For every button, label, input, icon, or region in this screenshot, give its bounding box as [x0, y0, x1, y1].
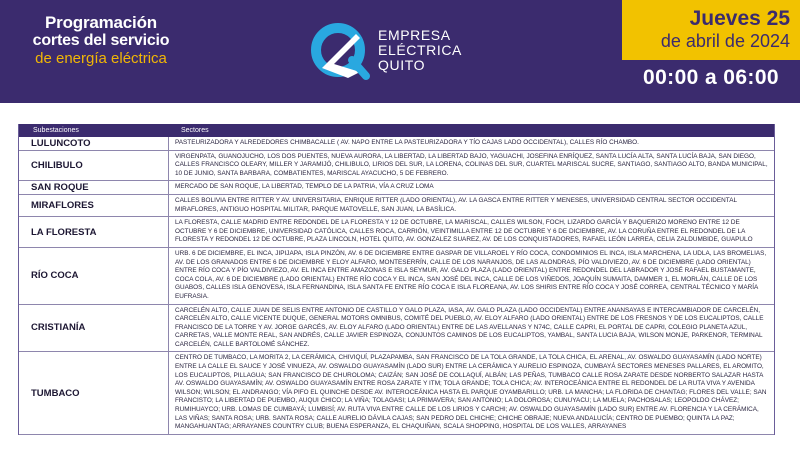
- eeq-logo-icon: [308, 20, 370, 82]
- station-name: LA FLORESTA: [19, 217, 169, 247]
- title-line-3: de energía eléctrica: [35, 50, 167, 67]
- station-name: RÍO COCA: [19, 248, 169, 304]
- table-row: [19, 305, 774, 353]
- title-line-2: cortes del servicio: [32, 32, 170, 49]
- station-name: MIRAFLORES: [19, 195, 169, 216]
- sector-list: PASTEURIZADORA Y ALREDEDORES CHIMBACALLE ( AV. NAPO ENTRE LA PASTEURIZADORA Y TÍO CAJAS LADO OCCIDENTAL), CALLES RÍO CHAMBO.: [175, 139, 639, 146]
- station-name: TUMBACO: [19, 352, 169, 433]
- brand-line-1: EMPRESA: [378, 27, 451, 43]
- column-header-substations: Subestaciones: [33, 127, 79, 134]
- station-name: LULUNCOTO: [19, 137, 169, 150]
- sector-list: URB. 6 DE DICIEMBRE, EL INCA, JIPIJAPA, ISLA PINZÓN, AV. 6 DE DICIEMBRE ENTRE GASPAR DE VILLAROEL Y RÍO COCA, CONDOMINIOS EL INCA, ISLA MARCHENA, LA UDLA, LAS BROMELIAS, AV. DE LOS GRANADOS ENTRE 6 DE DICIEMBRE Y ELOY ALFARO, MONTESERRÍN, CALLE DE LOS NARANJOS, DE LAS ALONDRAS, PÍO VALDIVIEZO, AV. 6 DE DICIEMBRE (LADO ORIENTAL) ENTRE RÍO COCA Y PÍO VALDIVIEZO, AV. EL INCA ENTRE AMAZONAS E ISLA SEYMUR, AV. GALO PLAZA (LADO ORIENTAL) ENTRE REDONDEL DEL LABRADOR Y JOSÉ RAFAEL BUSTAMANTE, COCA COLA, AV. 6 DE DICIEMBRE (LADO ORIENTAL) ENTRE RÍO COCA Y EL INCA, SAN JOSÉ DEL INCA, CALLE DE LOS VIÑEDOS, JOAQUÍN SUMAITA, DAMMER 1, EL MORLÁN, CALLE DE LOS GUABOS, CALLES ISLA GENOVESA, ISLA FERNANDINA, ISLA SANTA FE ENTRE RÍO COCA E ISLA FLOREANA, AV. LOS SHIRIS ENTRE RÍO COCA Y JOSÉ CORREA, CENTRAL TÉCNICO Y MARÍA EUFRASIA.: [175, 249, 767, 300]
- header-banner: [0, 0, 800, 103]
- sector-list: LA FLORESTA, CALLE MADRID ENTRE REDONDEL DE LA FLORESTA Y 12 DE OCTUBRE, LA MARISCAL, CALLES WILSON, FOCH, LIZARDO GARCÍA Y BAQUERIZO MORENO ENTRE 12 DE OCTUBRE Y 6 DE DICIEMBRE, UNIVERSIDAD CATÓLICA, CALLES ROCA, CARRIÓN, VEINTIMILLA ENTRE 12 DE OCTUBRE Y 6 DE DICIEMBRE, AV. LA CORUÑA ENTRE EL REDONDEL DE LA FLORESTA Y REDONDEL 12 DE OCTUBRE, PLAZA LINCOLN, HOTEL QUITO, AV. GONZALEZ SUAREZ, AV. DE LOS CONQUISTADORES, RAFAEL LEÓN LARREA, CELIA ZALDUMBIDE, GUAPULO: [175, 219, 753, 244]
- brand-name: [378, 28, 462, 73]
- sector-list: VIRGENPATA, GUANOJUCHO, LOS DOS PUENTES, NUEVA AURORA, LA LIBERTAD, LA LIBERTAD BAJO, YAGUACHI, JOSEFINA ENRÍQUEZ, SANTA LUCÍA ALTA, SANTA LUCÍA BAJA, SAN DIEGO, CALLES FRANCISCO OLEARY, MILLER Y JARAMIJÓ, CHILIBULO, LIRIOS DEL SUR, LA LORENA, COLINAS DEL SUR, CUARTEL MARISCAL SUCRE, SANTIAGO, SANTIAGO ALTO, BANDA MUNICIPAL, 10 DE JUNIO, SANTA BARBARA, COMBATIENTES, MARISCAL AYACUCHO, 5 DE FEBRERO.: [175, 152, 768, 177]
- station-name: CHILIBULO: [19, 151, 169, 181]
- date-month-year: de abril de 2024: [660, 31, 790, 51]
- table-row: [19, 137, 774, 151]
- time-range: 00:00 a 06:00: [643, 66, 779, 89]
- title-line-1: Programación: [45, 13, 157, 32]
- date-badge: [622, 0, 800, 60]
- sector-list: MERCADO DE SAN ROQUE, LA LIBERTAD, TEMPLO DE LA PATRIA, VÍA A CRUZ LOMA: [175, 183, 434, 191]
- date-day: Jueves 25: [689, 7, 790, 30]
- brand-line-3: QUITO: [378, 57, 426, 73]
- table-row: [19, 352, 774, 434]
- brand-line-2: ELÉCTRICA: [378, 42, 462, 58]
- page-title: [16, 14, 186, 68]
- sector-list: CALLES BOLIVIA ENTRE RITTER Y AV. UNIVERSITARIA, ENRIQUE RITTER (LADO ORIENTAL), AV. LA GASCA ENTRE RITTER Y MENESES, UNIVERSIDAD CENTRAL SECTOR OCCIDENTAL MIRAFLORES, ANTIGUO HOSPITAL MILITAR, PARQUE MATOVELLE, SAN JUAN, LA BASÍLICA.: [175, 196, 737, 213]
- table-row: [19, 195, 774, 217]
- table-header: [19, 124, 774, 137]
- station-name: SAN ROQUE: [19, 181, 169, 194]
- sector-list: CARCELÉN ALTO, CALLE JUAN DE SELIS ENTRE ANTONIO DE CASTILLO Y GALO PLAZA, IASA, AV. GALO PLAZA (LADO OCCIDENTAL) ENTRE ANANSAYAS E INTERCAMBIADOR DE CARCELÉN, CARCELÉN ALTO, CALLE VICENTE DUQUE, GENERAL MOTORS OMNIBUS, COMITÉ DEL PUEBLO, AV. ELOY ALFARO (LADO ORIENTAL) ENTRE DE LOS FRESNOS Y DE LOS EUCALIPTOS, CALLE FRANCISCO DE LA TORRE Y AV. JORGE GARCÉS, AV. ELOY ALFARO (LADO ORIENTAL) ENTRE DE LAS AVELLANAS Y N74C, CALLE CAPRI, EL PORTAL DE CAPRI, COLEGIO PLANETA AZUL, CARRETAS, VALLE MONTE REAL, SAN ANDRÉS, CALLE JAVIER ESPINOZA, CONJUNTOS CAMINOS DE LOS EUCALIPTOS, YAMBAL, SANTA LUCIA BAJA, WILSON MONJE, PARKENOR, TERMINAL CARCELÉN, CALLE BARTOLOMÉ SÁNCHEZ.: [175, 306, 764, 348]
- sector-list: CENTRO DE TUMBACO, LA MORITA 2, LA CERÁMICA, CHIVIQUÍ, PLAZAPAMBA, SAN FRANCISCO DE LA TOLA GRANDE, LA TOLA CHICA, EL ARENAL, AV. OSWALDO GUAYASAMÍN (LADO NORTE) ENTRE LA CALLE EL SAUCE Y JOSÉ VINUEZA, AV. OSWALDO GUAYASAMÍN (LADO SUR) ENTRE LA CERÁMICA Y AURELIO ESPINOZA, CUMBAYÁ SECTORES MENESES PALLARES, EL AROMITO, LOS EUCALIPTOS, PILLAGUA; SAN FRANCISCO DE CHUROLOMA; CAIZÁN; SAN JOSÉ DE COLLAQUÍ, ALBÁN; LAS PEÑAS, TUMBACO CALLE ROSA ZARATE DESDE NORBERTO SALAZAR HASTA AV. OSWALDO GUAYASAMÍN; AV. OSWALDO GUAYASAMÍN ENTRE ROSA ZARATE Y ITM; TOLA GRANDE; TOLA CHICA; AV. INTEROCEÁNICA ENTRE EL REDONDEL DE LA RUTA VIVA Y AVENIDA WILSON; WILSON; EL ANDRANGO; VÍA PIFO EL QUINCHE DESDE AV. INTEROCEÁNICA HASTA EL PARQUE OYAMBARILLO; URB. LA MANCHA; LA FLORIDA DE CHANTAG; FLORES DEL VALLE; SAN FRANCISTO; LA LIBERTAD DE PUEMBO, AUQUI CHICO; LA VIÑA; TOLAGASI; LA PRIMAVERA; SAN ANTONIO; LA DOLOROSA; CUNUYACU; LA MUELA; PACHOSALAS; LEOPOLDO CHÁVEZ; RUMIHUAYCO; URB. LOMAS DE CUMBAYÁ; LUMBISÍ; AV. RUTA VIVA ENTRE CALLE DE LOS LIRIOS Y CARCHI; AV. OSWALDO GUAYASAMÍN (LADO SUR) ENTRE AV. FLORENCIA Y LA CERÁMICA, LAS VIÑAS; SANTA ROSA; URB. SANTA ROSA; CALLE AURELIO DÁVILA CAJAS; SAN PEDRO DEL CHICHE; CHICHE OBRAJE; NUEVA ANDALUCÍA; CENTRO DE PUEMBO; QUINTA LA PAZ; MANGAHUANTAG; ARRAYANES COUNTRY CLUB; BUENA ESPERANZA, EL CHAQUIÑAN, SCALA SHOPPING, HOSPITAL DE LOS VALLES, ARRAYANES: [175, 354, 767, 431]
- station-name: CRISTIANÍA: [19, 305, 169, 352]
- table-row: [19, 181, 774, 195]
- table-row: [19, 217, 774, 248]
- outage-table: [18, 124, 775, 435]
- table-row: [19, 151, 774, 182]
- column-header-sectors: Sectores: [181, 127, 209, 134]
- table-row: [19, 248, 774, 305]
